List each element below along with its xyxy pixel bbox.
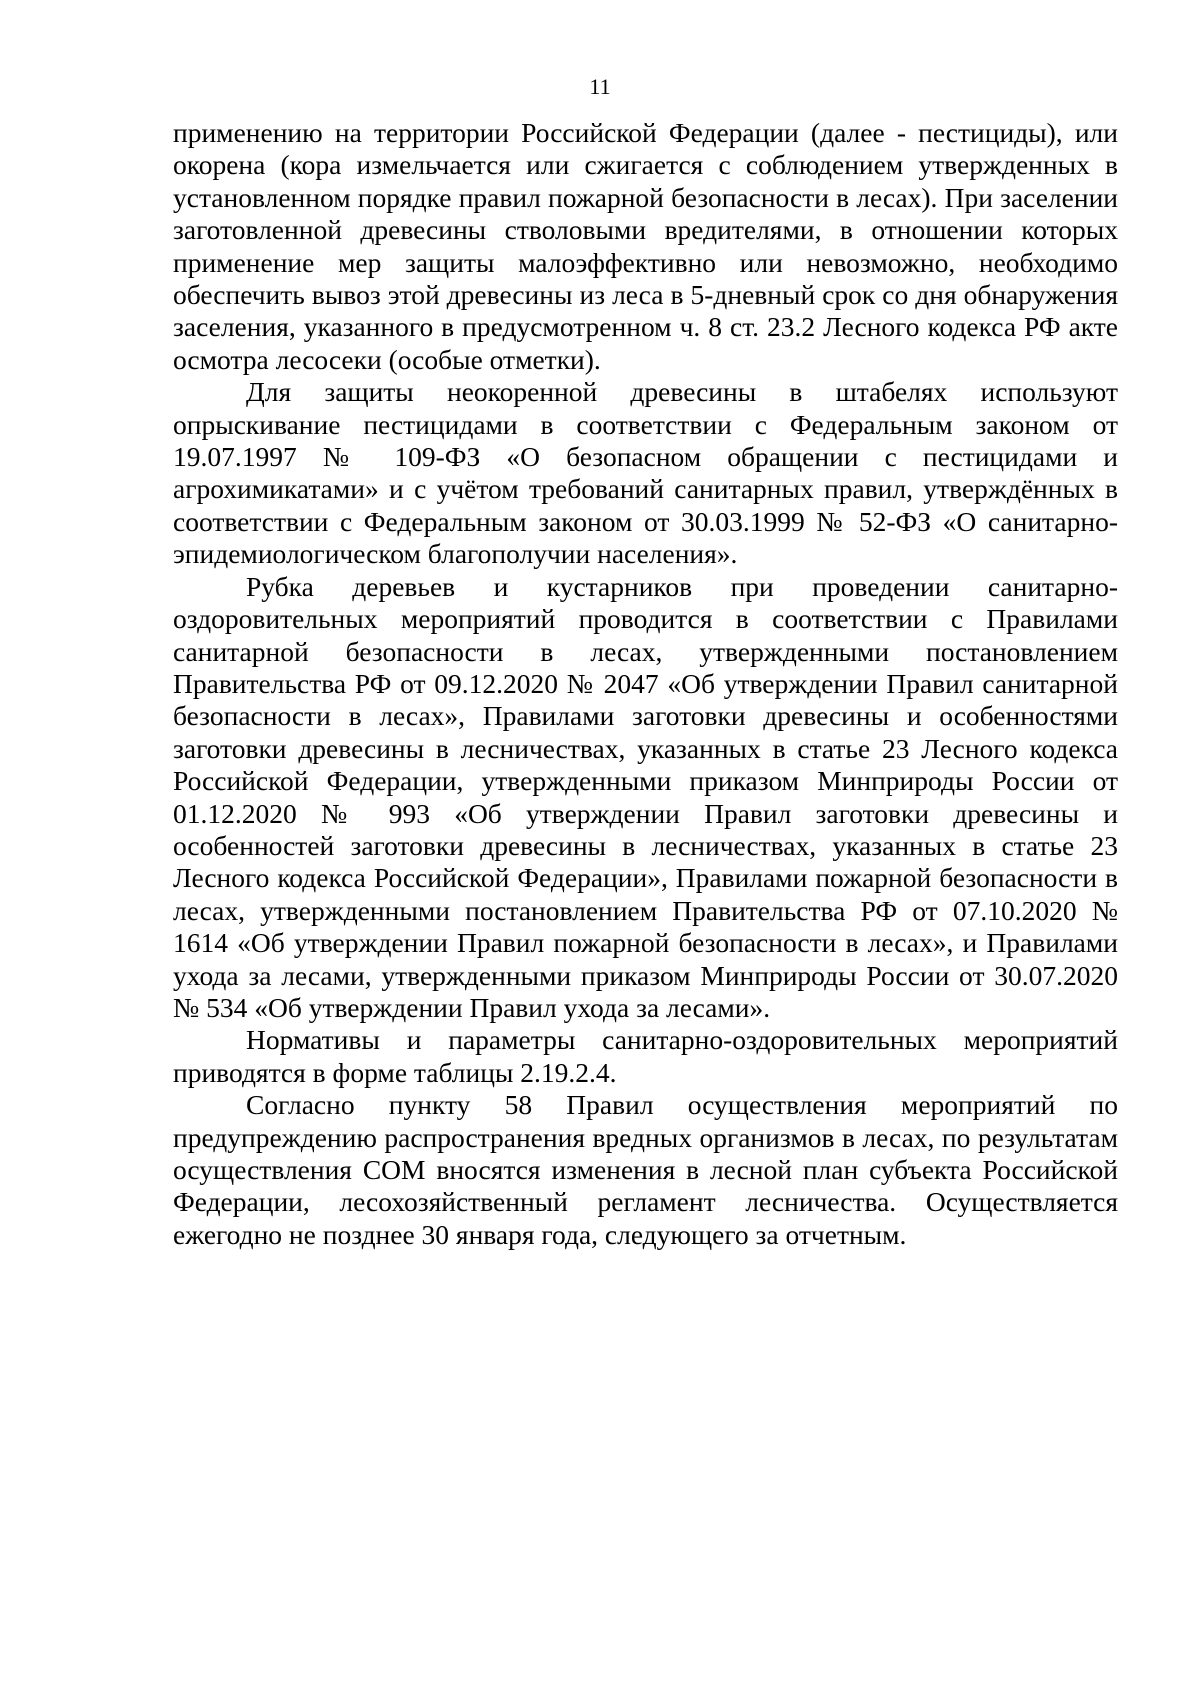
paragraph-forest-plan-changes: Согласно пункту 58 Правил осуществления мероприятий по предупреждению распространения вредных организмов в лесах, по результатам осуществления СОМ вносятся изменения в лесной план субъекта Российской Федерации, лесохозяйственный регламент лесничества. Осуществляется ежегодно не позднее 30 января года, следующего за отчетным. <box>173 1089 1118 1250</box>
page-number: 11 <box>589 74 611 99</box>
paragraph-continuation: применению на территории Российской Федерации (далее - пестициды), или окорена (кора измельчается или сжигается с соблюдением утвержденных в установленном порядке правил пожарной безопасности в лесах). При заселении заготовленной древесины стволовыми вредителями, в отношении которых применение мер защиты малоэффективно или невозможно, необходимо обеспечить вывоз этой древесины из леса в 5-дневный срок со дня обнаружения заселения, указанного в предусмотренном ч. 8 ст. 23.2 Лесного кодекса РФ акте осмотра лесосеки (особые отметки). <box>173 117 1118 375</box>
paragraph-felling-rules: Рубка деревьев и кустарников при проведении санитарно-оздоровительных мероприятий проводится в соответствии с Правилами санитарной безопасности в лесах, утвержденными постановлением Правительства РФ от 09.12.2020 № 2047 «Об утверждении Правил санитарной безопасности в лесах», Правилами заготовки древесины и особенностями заготовки древесины в лесничествах, указанных в статье 23 Лесного кодекса Российской Федерации, утвержденными приказом Минприроды России от 01.12.2020 № 993 «Об утверждении Правил заготовки древесины и особенностей заготовки древесины в лесничествах, указанных в статье 23 Лесного кодекса Российской Федерации», Правилами пожарной безопасности в лесах, утвержденными постановлением Правительства РФ от 07.10.2020 № 1614 «Об утверждении Правил пожарной безопасности в лесах», и Правилами ухода за лесами, утвержденными приказом Минприроды России от 30.07.2020 № 534 «Об утверждении Правил ухода за лесами». <box>173 570 1118 1023</box>
paragraph-norms-table-reference: Нормативы и параметры санитарно-оздоровительных мероприятий приводятся в форме таблицы 2.19.2.4. <box>173 1024 1118 1088</box>
document-body <box>173 117 1118 1251</box>
paragraph-trunk-protection: Для защиты неокоренной древесины в штабелях используют опрыскивание пестицидами в соответствии с Федеральным законом от 19.07.1997 № 109-ФЗ «О безопасном обращении с пестицидами и агрохимикатами» и с учётом требований санитарных правил, утверждённых в соответствии с Федеральным законом от 30.03.1999 № 52-ФЗ «О санитарно-эпидемиологическом благополучии населения». <box>173 376 1118 570</box>
